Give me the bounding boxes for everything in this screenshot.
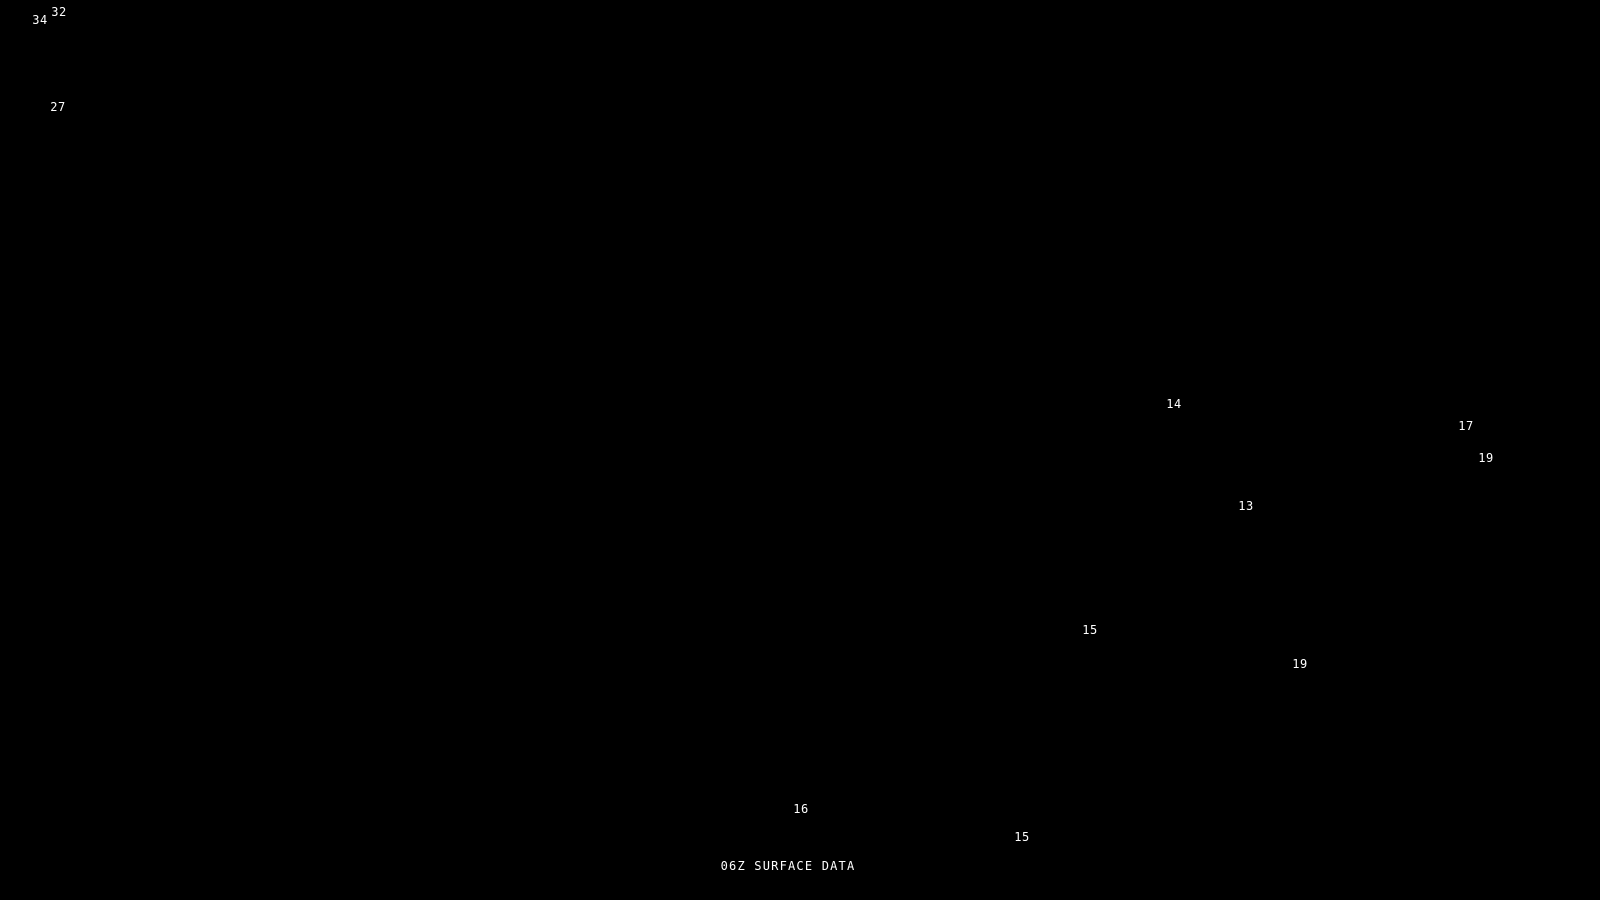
station-observation: 16: [793, 802, 809, 816]
station-observation: 27: [50, 100, 66, 114]
station-observation: 19: [1478, 451, 1494, 465]
station-observation: 32: [51, 5, 67, 19]
station-observation: 17: [1458, 419, 1474, 433]
station-observation: 14: [1166, 397, 1182, 411]
station-observation: 34: [32, 13, 48, 27]
map-caption: 06Z SURFACE DATA: [720, 859, 856, 873]
station-observation: 19: [1292, 657, 1308, 671]
station-observation: 13: [1238, 499, 1254, 513]
station-observation: 15: [1082, 623, 1098, 637]
station-observation: 15: [1014, 830, 1030, 844]
